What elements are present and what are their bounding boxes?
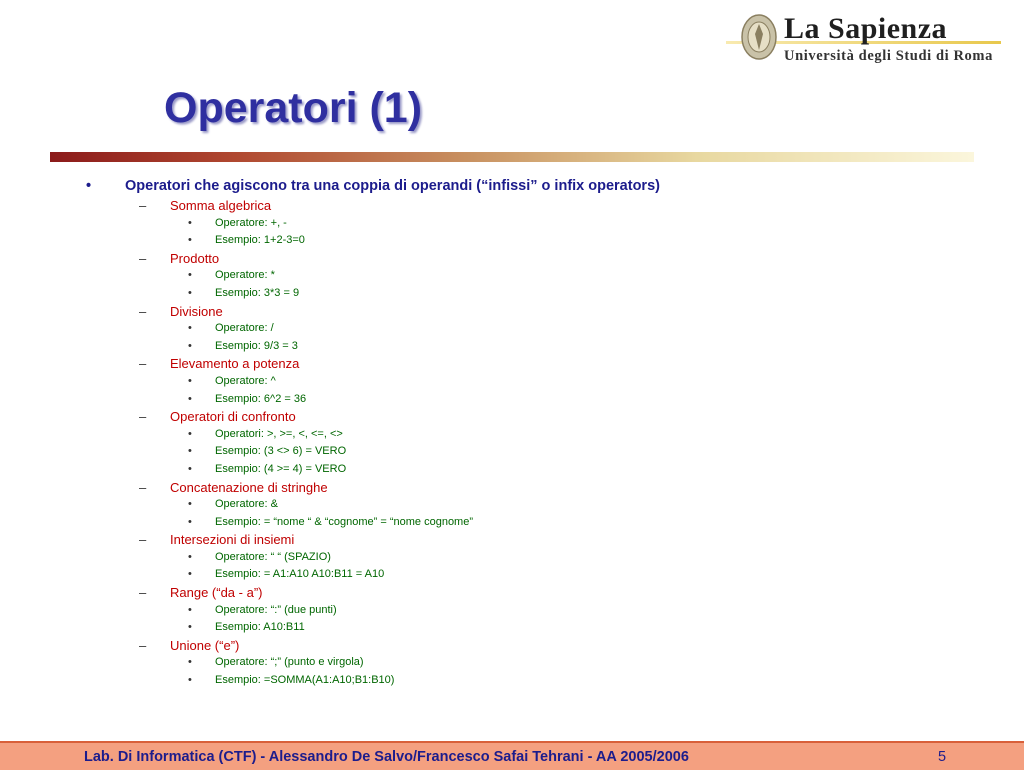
sub-item-text: Esempio: 1+2-3=0 (215, 234, 305, 247)
sub-item (0, 373, 1024, 391)
sub-item-text: Esempio: (4 >= 4) = VERO (215, 462, 347, 475)
section-label: Unione (“e”) (170, 637, 240, 653)
slide-title: Operatori (1) (164, 84, 423, 132)
dash-marker: – (139, 479, 147, 495)
section-label: Intersezioni di insiemi (170, 532, 295, 548)
sub-item (0, 391, 1024, 409)
bullet-marker: • (188, 269, 192, 282)
section-item (0, 303, 1024, 321)
section-label: Divisione (170, 303, 223, 319)
bullet-marker: • (188, 674, 192, 687)
sub-item (0, 215, 1024, 233)
bullet-marker: • (188, 568, 192, 581)
bullet-marker: • (188, 445, 192, 458)
university-logo (726, 8, 996, 68)
sub-item (0, 461, 1024, 479)
sub-item (0, 320, 1024, 338)
section-label: Concatenazione di stringhe (170, 479, 328, 495)
sub-item-text: Esempio: = A1:A10 A10:B11 = A10 (215, 568, 385, 581)
sub-item-text: Operatore: “;” (punto e virgola) (215, 656, 364, 669)
section-item (0, 584, 1024, 602)
title-underline-bar (50, 152, 974, 162)
dash-marker: – (139, 250, 147, 266)
slide-content (0, 175, 1024, 690)
section-label: Elevamento a potenza (170, 356, 300, 372)
sub-item (0, 549, 1024, 567)
section-label: Prodotto (170, 250, 220, 266)
sub-item (0, 619, 1024, 637)
dash-marker: – (139, 303, 147, 319)
sub-item-text: Esempio: A10:B11 (215, 621, 305, 634)
bullet-marker: • (188, 656, 192, 669)
bullet-marker: • (188, 234, 192, 247)
section-item (0, 197, 1024, 215)
sub-item (0, 443, 1024, 461)
bullet-marker: • (188, 498, 192, 511)
dash-marker: – (139, 532, 147, 548)
bullet-marker: • (188, 427, 192, 440)
heading-text: Operatori che agiscono tra una coppia di operandi (“infissi” o infix operators) (125, 178, 660, 194)
bullet-marker: • (188, 286, 192, 299)
sub-item (0, 496, 1024, 514)
sub-item (0, 602, 1024, 620)
footer-text: Lab. Di Informatica (CTF) - Alessandro De Salvo/Francesco Safai Tehrani - AA 2005/2006 (84, 749, 689, 765)
bullet-marker: • (188, 374, 192, 387)
bullet-marker: • (188, 462, 192, 475)
sub-item (0, 285, 1024, 303)
page-number: 5 (938, 749, 947, 765)
sub-item-text: Operatore: +, - (215, 216, 287, 229)
sub-item-text: Esempio: = “nome “ & “cognome” = “nome cognome” (215, 515, 474, 528)
bullet-marker: • (188, 621, 192, 634)
section-item (0, 637, 1024, 655)
bullet-marker: • (188, 339, 192, 352)
bullet-marker: • (188, 550, 192, 563)
sub-item (0, 338, 1024, 356)
sub-item (0, 672, 1024, 690)
bullet-marker: • (188, 216, 192, 229)
section-item (0, 531, 1024, 549)
bullet-marker: • (188, 392, 192, 405)
sub-item-text: Esempio: 3*3 = 9 (215, 286, 300, 299)
university-seal-icon (740, 12, 778, 62)
footer-bar (0, 741, 1024, 770)
dash-marker: – (139, 409, 147, 425)
sub-item-text: Operatore: & (215, 498, 278, 511)
logo-name: La Sapienza (784, 12, 948, 45)
dash-marker: – (139, 198, 147, 213)
dash-marker: – (139, 585, 147, 601)
sub-item (0, 654, 1024, 672)
dash-marker: – (139, 356, 147, 372)
bullet-marker: • (188, 322, 192, 335)
sub-item (0, 514, 1024, 532)
sub-item-text: Operatore: ^ (215, 374, 276, 387)
sub-item-text: Esempio: =SOMMA(A1:A10;B1:B10) (215, 674, 395, 687)
sub-item-text: Esempio: (3 <> 6) = VERO (215, 445, 347, 458)
sub-item-text: Operatore: * (215, 269, 275, 282)
section-item (0, 479, 1024, 497)
section-item (0, 408, 1024, 426)
section-list (0, 197, 1024, 690)
sub-item (0, 232, 1024, 250)
sub-item-text: Operatore: “ “ (SPAZIO) (215, 550, 331, 563)
sub-item-text: Esempio: 6^2 = 36 (215, 392, 307, 405)
section-label: Range (“da - a”) (170, 585, 263, 601)
sub-item (0, 566, 1024, 584)
sub-item (0, 267, 1024, 285)
bullet-heading (0, 175, 1024, 197)
dash-marker: – (139, 637, 147, 653)
sub-item (0, 426, 1024, 444)
sub-item-text: Operatore: / (215, 322, 274, 335)
section-item (0, 250, 1024, 268)
section-label: Somma algebrica (170, 198, 272, 213)
section-item (0, 355, 1024, 373)
sub-item-text: Esempio: 9/3 = 3 (215, 339, 298, 352)
bullet-marker: • (86, 178, 92, 194)
sub-item-text: Operatori: >, >=, <, <=, <> (215, 427, 343, 440)
sub-item-text: Operatore: “:” (due punti) (215, 603, 337, 616)
bullet-marker: • (188, 515, 192, 528)
logo-subtitle: Università degli Studi di Roma (784, 48, 993, 64)
section-label: Operatori di confronto (170, 409, 296, 425)
bullet-marker: • (188, 603, 192, 616)
